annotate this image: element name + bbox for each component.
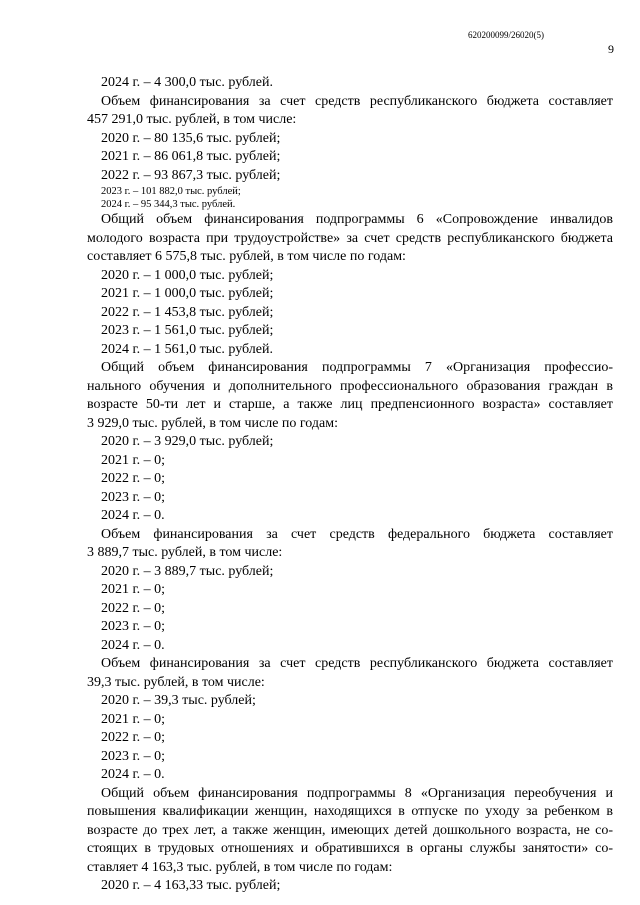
text-line: 2021 г. – 0; bbox=[101, 582, 166, 597]
text-line: 2022 г. – 0; bbox=[101, 730, 166, 745]
text-line: 2024 г. – 4 300,0 тыс. рублей. bbox=[101, 75, 273, 90]
text-line: 2020 г. – 1 000,0 тыс. рублей; bbox=[101, 267, 274, 283]
text-line: нального обучения и дополнительного профессионального образования граждан в bbox=[87, 378, 613, 394]
text-line: 2023 г. – 0; bbox=[101, 489, 166, 505]
text-line: Общий объем финансирования подпрограммы 7 «Организация профессио- bbox=[101, 360, 613, 375]
text-line: 457 291,0 тыс. рублей, в том числе: bbox=[87, 112, 297, 127]
text-line: возрасте до трех лет, а также женщин, имеющих детей дошкольного возраста, не со- bbox=[87, 822, 613, 838]
text-line: Общий объем финансирования подпрограммы 8 «Организация переобучения и bbox=[101, 785, 613, 801]
text-line: 2023 г. – 1 561,0 тыс. рублей; bbox=[101, 323, 274, 338]
text-line: стоящих в трудовых отношениях и обратившихся в органы службы занятости» со- bbox=[87, 841, 613, 856]
text-line: 2022 г. – 0; bbox=[101, 600, 166, 616]
text-line: 2024 г. – 0. bbox=[101, 508, 165, 523]
text-line: 2021 г. – 0; bbox=[101, 452, 166, 468]
text-line: молодого возраста при трудоустройстве» за счет средств республиканского бюджета bbox=[87, 230, 613, 246]
text-line: 3 889,7 тыс. рублей, в том числе: bbox=[87, 545, 283, 560]
text-line: 39,3 тыс. рублей, в том числе: bbox=[87, 674, 265, 690]
text-line: 2023 г. – 101 882,0 тыс. рублей; bbox=[101, 186, 241, 197]
document-code: 620200099/26020(5) bbox=[468, 30, 544, 40]
text-line: ставляет 4 163,3 тыс. рублей, в том числе по годам: bbox=[87, 859, 393, 875]
text-line: 2020 г. – 80 135,6 тыс. рублей; bbox=[101, 130, 281, 146]
text-line: 2020 г. – 3 889,7 тыс. рублей; bbox=[101, 563, 274, 579]
text-line: 2022 г. – 0; bbox=[101, 471, 166, 486]
text-line: 2020 г. – 39,3 тыс. рублей; bbox=[101, 693, 256, 708]
text-line: 2020 г. – 3 929,0 тыс. рублей; bbox=[101, 434, 274, 449]
page-number: 9 bbox=[608, 42, 614, 56]
text-line: 2024 г. – 95 344,3 тыс. рублей. bbox=[101, 199, 236, 210]
text-line: 2024 г. – 0. bbox=[101, 767, 165, 782]
text-line: Объем финансирования за счет средств федерального бюджета составляет bbox=[101, 526, 613, 542]
text-line: 2023 г. – 0; bbox=[101, 619, 166, 634]
text-line: 2021 г. – 0; bbox=[101, 711, 166, 727]
text-line: повышения квалификации женщин, находящихся в отпуске по уходу за ребенком в bbox=[87, 804, 613, 819]
document-body bbox=[87, 74, 613, 896]
text-line: 2024 г. – 1 561,0 тыс. рублей. bbox=[101, 341, 273, 357]
text-line: 3 929,0 тыс. рублей, в том числе по годам: bbox=[87, 415, 338, 431]
text-line: 2021 г. – 86 061,8 тыс. рублей; bbox=[101, 149, 281, 164]
text-line: Общий объем финансирования подпрограммы 6 «Сопровождение инвалидов bbox=[101, 212, 613, 227]
text-line: 2021 г. – 1 000,0 тыс. рублей; bbox=[101, 286, 274, 301]
text-line: возрасте 50-ти лет и старше, а также лиц предпенсионного возраста» составляет bbox=[87, 397, 613, 412]
text-line: 2022 г. – 93 867,3 тыс. рублей; bbox=[101, 167, 281, 183]
text-line: 2022 г. – 1 453,8 тыс. рублей; bbox=[101, 304, 274, 320]
text-line: 2024 г. – 0. bbox=[101, 637, 165, 653]
text-line: Объем финансирования за счет средств республиканского бюджета составляет bbox=[101, 656, 613, 671]
text-line: составляет 6 575,8 тыс. рублей, в том числе по годам: bbox=[87, 249, 406, 264]
text-line: 2020 г. – 4 163,33 тыс. рублей; bbox=[101, 878, 281, 893]
text-line: Объем финансирования за счет средств республиканского бюджета составляет bbox=[101, 93, 613, 109]
text-line: 2023 г. – 0; bbox=[101, 748, 166, 764]
